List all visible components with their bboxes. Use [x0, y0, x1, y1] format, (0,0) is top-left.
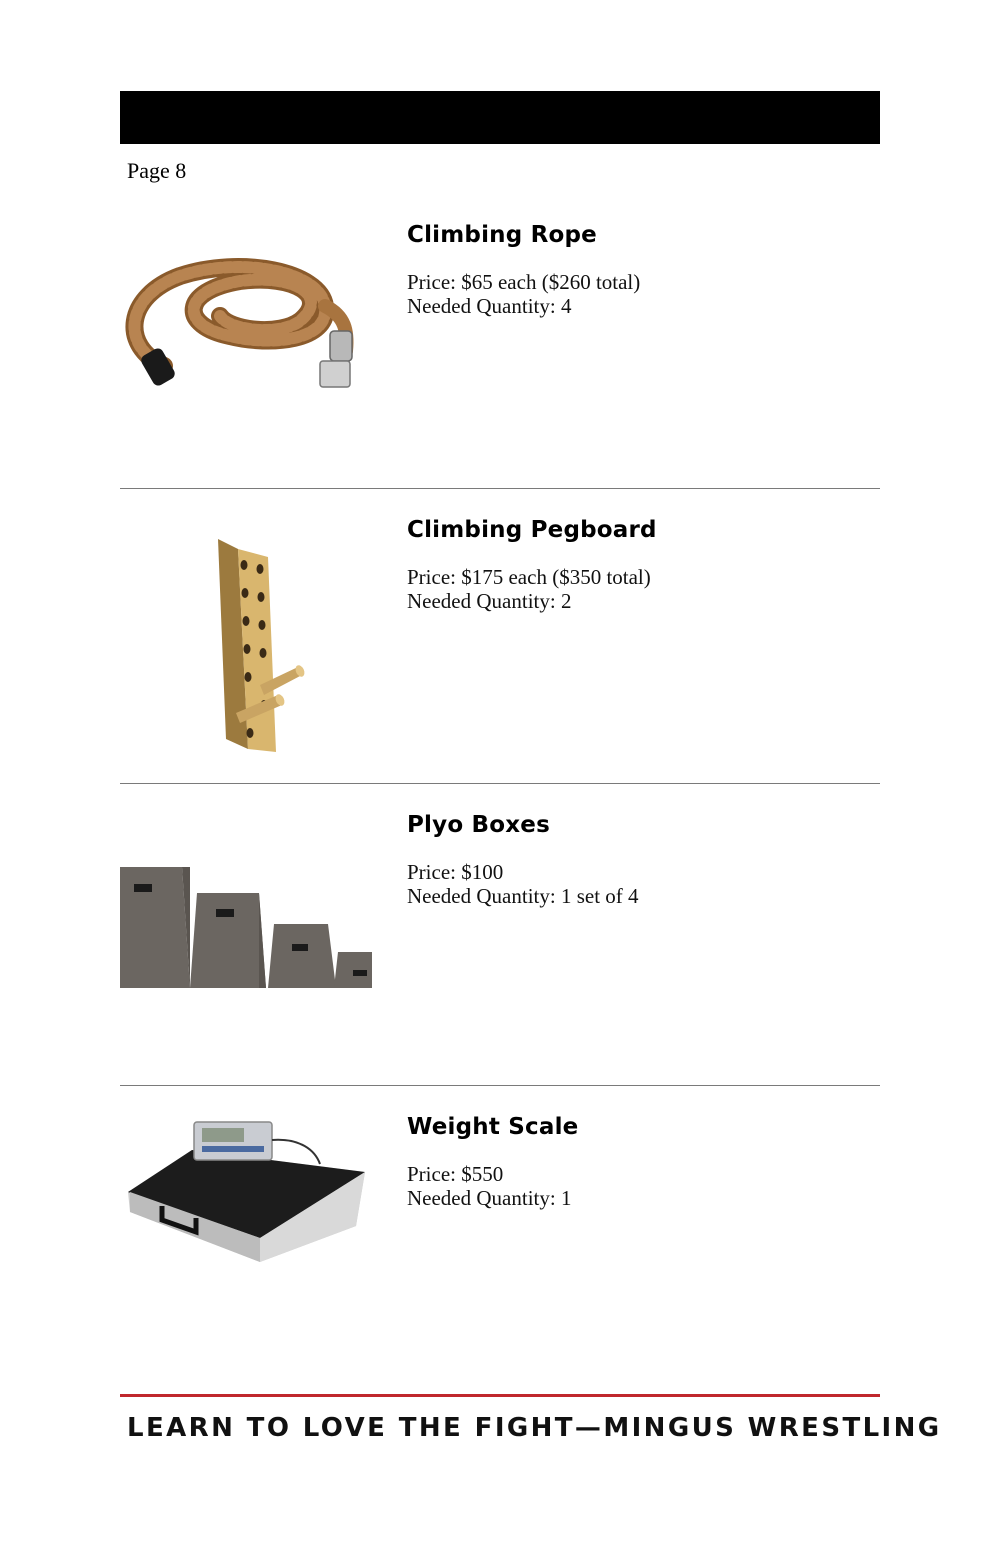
pegboard-image	[120, 527, 376, 759]
item-text	[407, 812, 639, 908]
item-price: Price: $65 each ($260 total)	[407, 270, 641, 294]
item-price: Price: $100	[407, 860, 504, 884]
plyo-boxes-image	[120, 864, 376, 990]
item-title: Climbing Rope	[407, 222, 597, 248]
item-quantity: Needed Quantity: 4	[407, 294, 572, 318]
divider	[120, 1085, 880, 1086]
footer-tagline: LEARN TO LOVE THE FIGHT—MINGUS WRESTLING	[127, 1413, 942, 1443]
item-title: Plyo Boxes	[407, 812, 550, 838]
weight-scale-image	[120, 1120, 376, 1270]
climbing-rope-image	[120, 236, 376, 416]
item-price: Price: $550	[407, 1162, 504, 1186]
item-quantity: Needed Quantity: 1 set of 4	[407, 884, 639, 908]
item-price: Price: $175 each ($350 total)	[407, 565, 651, 589]
item-text	[407, 222, 640, 318]
item-title: Weight Scale	[407, 1114, 579, 1140]
item-quantity: Needed Quantity: 2	[407, 589, 572, 613]
item-quantity: Needed Quantity: 1	[407, 1186, 572, 1210]
page-number: Page 8	[127, 158, 187, 183]
item-text	[407, 1114, 578, 1210]
divider	[120, 783, 880, 784]
item-text	[407, 517, 657, 613]
item-title: Climbing Pegboard	[407, 517, 657, 543]
header-bar	[120, 91, 880, 144]
footer-rule	[120, 1394, 880, 1397]
divider	[120, 488, 880, 489]
